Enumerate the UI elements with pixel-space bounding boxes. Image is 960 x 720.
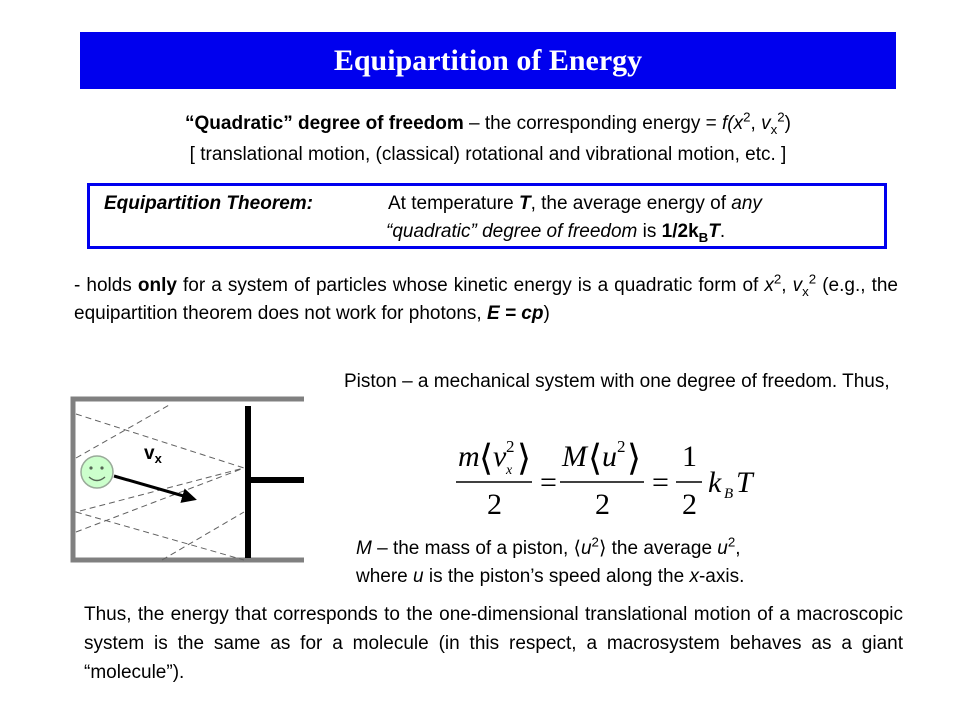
mass-t1: – the mass of a piston, <box>371 538 574 559</box>
intro-definition: – the corresponding energy = <box>463 113 723 134</box>
mass-note-line-2 <box>356 563 896 591</box>
energy-v-sub: x <box>770 121 778 137</box>
equipartition-equation <box>450 432 770 522</box>
eq-den-1: 2 <box>487 488 502 521</box>
holds-ecp: E = cp <box>486 303 544 324</box>
eq-v-sup: 2 <box>506 437 515 456</box>
eq-one: 1 <box>682 440 697 473</box>
eq-den-3: 2 <box>682 488 697 521</box>
energy-x-sup: 2 <box>743 109 751 125</box>
eq-M: M <box>562 440 587 473</box>
theorem-l1a: At temperature <box>388 193 519 214</box>
mass-u: u <box>580 538 592 559</box>
slide-title-bar <box>80 32 896 89</box>
mass-note-line-1 <box>356 535 896 563</box>
theorem-l2a: “quadratic” degree of freedom <box>386 221 638 242</box>
theorem-any: any <box>731 193 762 214</box>
theorem-value-sub: B <box>698 229 709 245</box>
theorem-l1b: , the average energy of <box>530 193 732 214</box>
energy-sep: , <box>750 113 762 134</box>
eq-u: u <box>602 440 617 473</box>
holds-only: only <box>137 275 177 296</box>
piston-plate <box>245 406 251 558</box>
theorem-line-1 <box>388 190 762 218</box>
eq-den-2: 2 <box>595 488 610 521</box>
mass-u2: u <box>717 538 728 559</box>
holds-x-sup: 2 <box>773 271 782 287</box>
eq-k: k <box>708 466 722 499</box>
intro-text <box>80 108 896 170</box>
eq-angle-r1: ⟩ <box>517 438 532 478</box>
eq-v: v <box>493 440 507 473</box>
theorem-value-T: T <box>708 221 720 242</box>
mass-note <box>356 535 896 591</box>
eq-v-sub: x <box>506 463 513 478</box>
mass-angle-r: ⟩ <box>598 538 607 559</box>
mass-t2: the average <box>606 538 718 559</box>
slide-title: Equipartition of Energy <box>333 43 643 77</box>
holds-t4: ) <box>543 303 550 324</box>
energy-v: v <box>761 113 771 134</box>
piston-diagram <box>66 392 316 570</box>
intro-examples: [ translational motion, (classical) rotational and vibrational motion, etc. ] <box>189 144 787 165</box>
intro-line-1 <box>80 108 896 139</box>
mass-t3: , <box>735 538 741 559</box>
velocity-label: $v_x$ <box>144 443 162 466</box>
molecule-smiley-icon <box>81 456 113 488</box>
theorem-value: 1/2k <box>661 221 699 242</box>
theorem-l2b: is <box>637 221 662 242</box>
theorem-end: . <box>719 221 726 242</box>
mass-u3: u <box>413 566 424 587</box>
holds-x: x <box>764 275 774 296</box>
eq-equals-2: = <box>652 466 669 499</box>
mass-M: M <box>356 538 372 559</box>
mass-u2-sup: 2 <box>727 534 736 550</box>
velocity-arrow <box>114 476 194 499</box>
energy-func: f(x <box>722 113 744 134</box>
conclusion-paragraph: Thus, the energy that corresponds to the one-dimensional translational motion of a macroscopic system is the same as for a molecule (in this respect, a macrosystem behaves as a giant “molecule”). <box>84 604 903 683</box>
piston-paragraph: Piston – a mechanical system with one degree of freedom. Thus, <box>344 371 890 392</box>
eq-u-sup: 2 <box>617 437 626 456</box>
eq-angle-l2: ⟨ <box>588 438 603 478</box>
mass-x: x <box>689 566 699 587</box>
holds-t2: for a system of particles whose kinetic energy is a quadratic form of <box>176 275 765 296</box>
holds-t1: - holds <box>74 275 138 296</box>
theorem-box <box>87 183 887 249</box>
eq-k-sub: B <box>724 486 734 502</box>
holds-t3: (e.g., the equipartition theorem does not work for photons, <box>74 275 898 324</box>
theorem-T: T <box>518 193 531 214</box>
mass-l2a: where <box>356 566 414 587</box>
eq-equals-1: = <box>540 466 557 499</box>
theorem-label: Equipartition Theorem: <box>104 193 313 214</box>
holds-comma: , <box>781 275 793 296</box>
quadratic-term: “Quadratic” degree of freedom <box>185 113 464 134</box>
piston-rod <box>248 477 304 483</box>
eq-angle-r2: ⟩ <box>627 438 642 478</box>
energy-close: ) <box>784 113 791 134</box>
mass-u-sup: 2 <box>591 534 599 550</box>
holds-v: v <box>792 275 803 296</box>
eq-T: T <box>736 466 753 499</box>
holds-v-sup: 2 <box>808 271 817 287</box>
eq-m: m <box>458 440 480 473</box>
mass-angle-l: ⟨ <box>573 538 581 559</box>
eq-angle-l1: ⟨ <box>479 438 494 478</box>
mass-l2c: -axis. <box>698 566 745 587</box>
energy-v-sup: 2 <box>777 109 785 125</box>
holds-paragraph <box>74 272 898 328</box>
holds-v-sub: x <box>802 283 809 299</box>
theorem-line-2 <box>386 218 725 246</box>
mass-l2b: is the piston’s speed along the <box>423 566 690 587</box>
